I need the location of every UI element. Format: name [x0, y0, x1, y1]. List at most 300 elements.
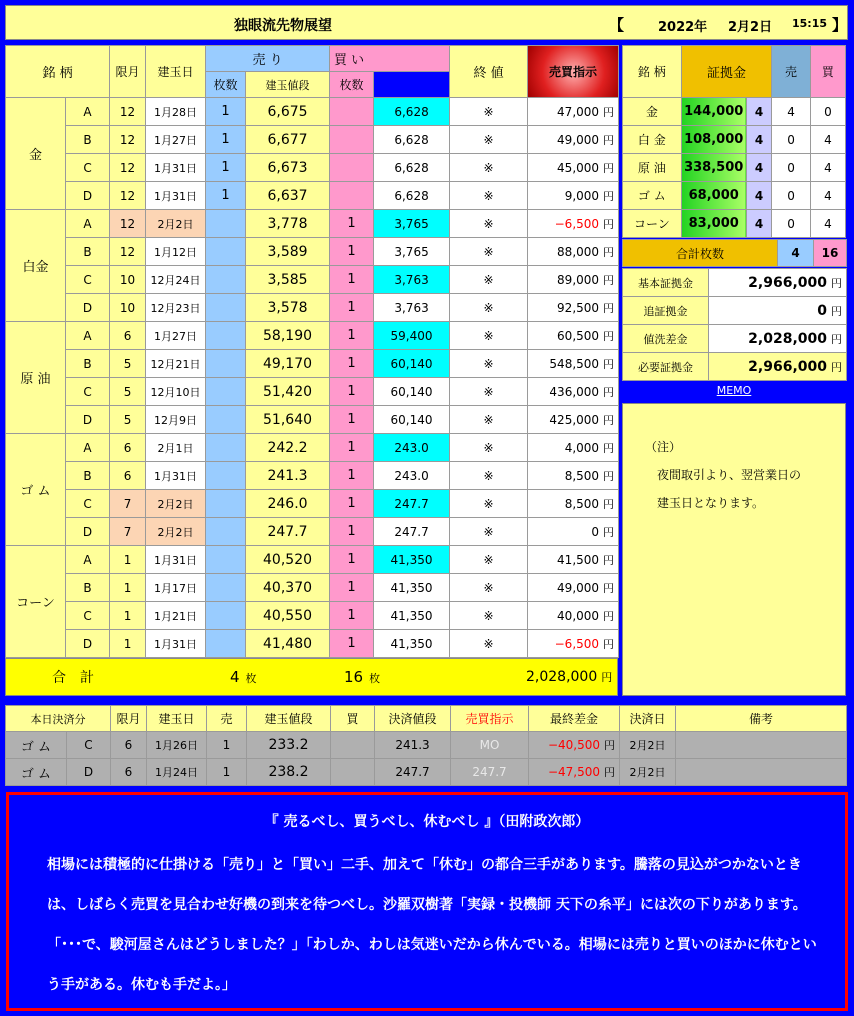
date-cell: 1月27日: [146, 126, 206, 154]
price-cell[interactable]: 51,640: [246, 406, 330, 434]
sell-count-cell[interactable]: [206, 266, 246, 294]
date-cell: 2月2日: [146, 490, 206, 518]
price-cell[interactable]: 6,673: [246, 154, 330, 182]
margin-amount-cell: 83,000: [681, 210, 746, 238]
month-cell: 1: [110, 602, 146, 630]
diff-value: 8,500: [564, 496, 600, 511]
month-cell: 1: [110, 574, 146, 602]
position-row: [6, 322, 619, 350]
settle-header-kessai: 決済値段: [375, 706, 451, 732]
instruction-cell[interactable]: ※: [450, 98, 528, 126]
date-cell: 12月9日: [146, 406, 206, 434]
buy-count-cell[interactable]: 1: [330, 238, 374, 266]
buy-count-cell[interactable]: 1: [330, 378, 374, 406]
sell-count-cell[interactable]: [206, 238, 246, 266]
buy-count-cell[interactable]: [330, 126, 374, 154]
buy-count-cell[interactable]: 1: [330, 602, 374, 630]
month-cell: 5: [110, 350, 146, 378]
close-cell: 6,628: [374, 98, 450, 126]
positions-table: [5, 45, 619, 658]
instruction-cell[interactable]: ※: [450, 378, 528, 406]
instruction-cell[interactable]: ※: [450, 574, 528, 602]
baibai-shiji-button[interactable]: 売買指示: [528, 46, 619, 98]
group-name: 原 油: [6, 322, 66, 434]
month-cell: 1: [110, 630, 146, 658]
diff-cell: [528, 434, 619, 462]
close-cell: 243.0: [374, 434, 450, 462]
position-row: [6, 378, 619, 406]
margin-total-label: 合計枚数: [623, 240, 778, 267]
price-cell[interactable]: 40,550: [246, 602, 330, 630]
buy-count-cell[interactable]: 1: [330, 406, 374, 434]
header-kai: 買 い: [330, 46, 450, 72]
grade-cell: D: [66, 406, 110, 434]
date-cell: 2月1日: [146, 434, 206, 462]
settle-header-shiji: 売買指示: [451, 706, 529, 732]
margin-count-cell: 4: [746, 126, 772, 154]
diff-yen: 円: [603, 105, 615, 119]
margin-header-kai: 買: [810, 46, 845, 98]
close-cell: 59,400: [374, 322, 450, 350]
grade-cell: C: [66, 490, 110, 518]
margin-header-uri: 売: [772, 46, 810, 98]
month-cell: 12: [110, 210, 146, 238]
memo-header: [622, 381, 846, 401]
price-cell[interactable]: 3,589: [246, 238, 330, 266]
diff-yen: 円: [603, 609, 615, 623]
diff-cell: [528, 210, 619, 238]
sell-count-cell[interactable]: [206, 630, 246, 658]
date-cell: 1月17日: [146, 574, 206, 602]
date-cell: 12月10日: [146, 378, 206, 406]
diff-value: 49,000: [557, 580, 600, 595]
diff-yen: 円: [603, 581, 615, 595]
margin-buy-cell: 4: [810, 182, 845, 210]
total-sell-value: 4: [230, 668, 240, 686]
settle-header-kai: 買: [331, 706, 375, 732]
group-name: コーン: [6, 546, 66, 658]
month-cell: 12: [110, 182, 146, 210]
memo-panel: [622, 403, 846, 696]
margin-name-cell: コーン: [623, 210, 682, 238]
summary-value-cell: [709, 353, 847, 381]
position-row: [6, 602, 619, 630]
close-cell: 6,628: [374, 126, 450, 154]
margin-buy-cell: 4: [810, 126, 845, 154]
total-bar: [5, 658, 618, 696]
settle-price: 238.2: [247, 759, 331, 786]
close-cell: 60,140: [374, 406, 450, 434]
sell-count-cell[interactable]: [206, 294, 246, 322]
date-cell: 1月31日: [146, 630, 206, 658]
sell-count-cell[interactable]: 1: [206, 154, 246, 182]
margin-summary-table: [622, 268, 847, 381]
margin-amount-cell: 68,000: [681, 182, 746, 210]
margin-buy-cell: 0: [810, 98, 845, 126]
header-sell-maisu: 枚数: [206, 72, 246, 98]
diff-cell: [528, 182, 619, 210]
instruction-cell[interactable]: ※: [450, 350, 528, 378]
settle-note: [676, 732, 847, 759]
instruction-cell[interactable]: ※: [450, 406, 528, 434]
diff-yen: 円: [603, 245, 615, 259]
position-row: [6, 182, 619, 210]
buy-count-cell[interactable]: [330, 154, 374, 182]
grade-cell: C: [66, 378, 110, 406]
buy-count-cell[interactable]: [330, 182, 374, 210]
settle-header-uri: 売: [207, 706, 247, 732]
position-row: [6, 406, 619, 434]
margin-amount-cell: 338,500: [681, 154, 746, 182]
instruction-cell[interactable]: ※: [450, 434, 528, 462]
margin-amount-cell: 108,000: [681, 126, 746, 154]
buy-count-cell[interactable]: 1: [330, 518, 374, 546]
price-cell[interactable]: 242.2: [246, 434, 330, 462]
buy-count-cell[interactable]: 1: [330, 630, 374, 658]
close-cell: 60,140: [374, 350, 450, 378]
diff-cell: [528, 294, 619, 322]
header-meigara: 銘 柄: [6, 46, 110, 98]
instruction-cell[interactable]: ※: [450, 294, 528, 322]
price-cell[interactable]: 3,778: [246, 210, 330, 238]
month-cell: 1: [110, 546, 146, 574]
price-cell[interactable]: 6,677: [246, 126, 330, 154]
grade-cell: A: [66, 210, 110, 238]
instruction-cell[interactable]: ※: [450, 462, 528, 490]
memo-link[interactable]: MEMO: [716, 384, 752, 397]
instruction-cell[interactable]: ※: [450, 126, 528, 154]
sell-count-cell[interactable]: [206, 462, 246, 490]
diff-yen: 円: [603, 301, 615, 315]
summary-label: 必要証拠金: [623, 353, 709, 381]
close-cell: 3,763: [374, 266, 450, 294]
grade-cell: B: [66, 350, 110, 378]
margin-count-cell: 4: [746, 182, 772, 210]
settle-header-biko: 備考: [676, 706, 847, 732]
close-cell: 60,140: [374, 378, 450, 406]
price-cell[interactable]: 40,520: [246, 546, 330, 574]
date-year: 2022年: [658, 20, 708, 35]
buy-count-cell[interactable]: 1: [330, 490, 374, 518]
summary-label: 追証拠金: [623, 297, 709, 325]
settle-date: 1月26日: [147, 732, 207, 759]
margin-sell-cell: 0: [772, 154, 810, 182]
settle-header-gengetsu: 限月: [111, 706, 147, 732]
sell-count-cell[interactable]: [206, 434, 246, 462]
group-name: 金: [6, 98, 66, 210]
grade-cell: B: [66, 574, 110, 602]
month-cell: 6: [110, 462, 146, 490]
diff-yen: 円: [603, 553, 615, 567]
margin-header-meigara: 銘 柄: [623, 46, 682, 98]
diff-yen: 円: [603, 469, 615, 483]
month-cell: 6: [110, 322, 146, 350]
date-cell: 1月21日: [146, 602, 206, 630]
position-row: [6, 126, 619, 154]
settle-buy: [331, 759, 375, 786]
summary-label: 値洗差金: [623, 325, 709, 353]
close-cell: 41,350: [374, 574, 450, 602]
memo-line-1: 夜間取引より、翌営業日の: [657, 468, 802, 482]
margin-count-cell: 4: [746, 210, 772, 238]
diff-cell: [528, 546, 619, 574]
sell-count-cell[interactable]: 1: [206, 98, 246, 126]
buy-count-cell[interactable]: 1: [330, 294, 374, 322]
price-cell[interactable]: 40,370: [246, 574, 330, 602]
total-sell-unit: 枚: [245, 672, 257, 685]
settle-header-saishu: 最終差金: [529, 706, 620, 732]
sell-count-cell[interactable]: 1: [206, 126, 246, 154]
date-cell: 1月31日: [146, 546, 206, 574]
diff-cell: [528, 630, 619, 658]
instruction-cell[interactable]: ※: [450, 602, 528, 630]
diff-value: 548,500: [549, 356, 600, 371]
buy-count-cell[interactable]: 1: [330, 266, 374, 294]
margin-amount-cell: 144,000: [681, 98, 746, 126]
sell-count-cell[interactable]: [206, 574, 246, 602]
summary-value: 2,966,000: [748, 274, 827, 291]
diff-yen: 円: [603, 637, 615, 651]
diff-yen: 円: [603, 413, 615, 427]
summary-value: 2,028,000: [748, 330, 827, 347]
position-row: [6, 434, 619, 462]
settle-name: ゴ ム: [6, 759, 67, 786]
diff-yen: 円: [603, 385, 615, 399]
margin-row: [623, 182, 846, 210]
page-title: 独眼流先物展望: [234, 18, 332, 34]
date-monthday: 2月2日: [728, 20, 773, 35]
instruction-cell[interactable]: ※: [450, 546, 528, 574]
grade-cell: B: [66, 462, 110, 490]
diff-value: 9,000: [564, 188, 600, 203]
diff-value: 0: [591, 524, 600, 539]
instruction-cell[interactable]: ※: [450, 238, 528, 266]
diff-yen: 円: [603, 273, 615, 287]
diff-cell: [528, 602, 619, 630]
diff-yen: 円: [603, 357, 615, 371]
summary-yen: 円: [831, 360, 842, 374]
memo-line-2: 建玉日となります。: [657, 496, 765, 510]
price-cell[interactable]: 41,480: [246, 630, 330, 658]
total-sell-count: [230, 668, 257, 686]
position-row: [6, 630, 619, 658]
instruction-cell[interactable]: ※: [450, 182, 528, 210]
price-cell[interactable]: 58,190: [246, 322, 330, 350]
month-cell: 5: [110, 406, 146, 434]
margin-total-sell: 4: [778, 240, 814, 267]
settle-sell: 1: [207, 732, 247, 759]
date-cell: 12月21日: [146, 350, 206, 378]
margin-sell-cell: 0: [772, 210, 810, 238]
margin-count-cell: 4: [746, 154, 772, 182]
sell-count-cell[interactable]: [206, 546, 246, 574]
buy-count-cell[interactable]: 1: [330, 462, 374, 490]
price-cell[interactable]: 246.0: [246, 490, 330, 518]
settle-header-tategyokubi: 建玉日: [147, 706, 207, 732]
sell-count-cell[interactable]: [206, 490, 246, 518]
buy-count-cell[interactable]: 1: [330, 350, 374, 378]
header-tategyoku-nedan: 建玉値段: [246, 72, 330, 98]
instruction-cell[interactable]: ※: [450, 518, 528, 546]
sell-count-cell[interactable]: [206, 518, 246, 546]
margin-row: [623, 210, 846, 238]
instruction-cell[interactable]: ※: [450, 630, 528, 658]
sell-count-cell[interactable]: [206, 378, 246, 406]
price-cell[interactable]: 3,585: [246, 266, 330, 294]
margin-row: [623, 98, 846, 126]
total-buy-unit: 枚: [369, 672, 381, 685]
instruction-cell[interactable]: ※: [450, 266, 528, 294]
settle-price: 233.2: [247, 732, 331, 759]
margin-row: [623, 154, 846, 182]
price-cell[interactable]: 3,578: [246, 294, 330, 322]
grade-cell: A: [66, 546, 110, 574]
settled-table: [5, 705, 847, 786]
settle-instruction: MO: [451, 732, 529, 759]
settle-close: 241.3: [375, 732, 451, 759]
close-cell: 6,628: [374, 182, 450, 210]
summary-yen: 円: [831, 304, 842, 318]
total-diff: [526, 669, 612, 685]
buy-count-cell[interactable]: 1: [330, 546, 374, 574]
sell-count-cell[interactable]: 1: [206, 182, 246, 210]
month-cell: 7: [110, 518, 146, 546]
margin-header-shokokin: 証拠金: [681, 46, 772, 98]
date-cell: 1月27日: [146, 322, 206, 350]
diff-cell: [528, 322, 619, 350]
close-cell: 247.7: [374, 518, 450, 546]
title-bar: [5, 5, 848, 40]
position-row: [6, 350, 619, 378]
price-cell[interactable]: 241.3: [246, 462, 330, 490]
price-cell[interactable]: 247.7: [246, 518, 330, 546]
close-cell: 41,350: [374, 602, 450, 630]
diff-cell: [528, 266, 619, 294]
buy-count-cell[interactable]: 1: [330, 434, 374, 462]
instruction-cell[interactable]: ※: [450, 210, 528, 238]
diff-value: 4,000: [564, 440, 600, 455]
header-gengetsu: 限月: [110, 46, 146, 98]
summary-row: [623, 297, 847, 325]
month-cell: 12: [110, 126, 146, 154]
price-cell[interactable]: 49,170: [246, 350, 330, 378]
buy-count-cell[interactable]: 1: [330, 322, 374, 350]
sell-count-cell[interactable]: [206, 322, 246, 350]
month-cell: 10: [110, 294, 146, 322]
instruction-cell[interactable]: ※: [450, 322, 528, 350]
buy-count-cell[interactable]: 1: [330, 574, 374, 602]
total-label: 合 計: [52, 670, 94, 686]
grade-cell: D: [66, 630, 110, 658]
settle-month: 6: [111, 732, 147, 759]
date-cell: 12月23日: [146, 294, 206, 322]
month-cell: 6: [110, 434, 146, 462]
position-row: [6, 154, 619, 182]
month-cell: 10: [110, 266, 146, 294]
price-cell[interactable]: 6,675: [246, 98, 330, 126]
settled-row: [6, 759, 847, 786]
margin-table: [622, 45, 846, 238]
total-buy-value: 16: [344, 668, 364, 686]
month-cell: 12: [110, 238, 146, 266]
close-cell: 247.7: [374, 490, 450, 518]
price-cell[interactable]: 51,420: [246, 378, 330, 406]
buy-count-cell[interactable]: 1: [330, 210, 374, 238]
diff-value: 89,000: [557, 272, 600, 287]
grade-cell: D: [66, 518, 110, 546]
settle-diff-cell: [529, 759, 620, 786]
diff-value: −6,500: [554, 636, 600, 651]
group-name: ゴ ム: [6, 434, 66, 546]
summary-value: 2,966,000: [748, 358, 827, 375]
margin-buy-cell: 4: [810, 154, 845, 182]
settle-buy: [331, 732, 375, 759]
month-cell: 7: [110, 490, 146, 518]
diff-cell: [528, 126, 619, 154]
grade-cell: B: [66, 126, 110, 154]
settle-date: 1月24日: [147, 759, 207, 786]
price-cell[interactable]: 6,637: [246, 182, 330, 210]
grade-cell: B: [66, 238, 110, 266]
diff-yen: 円: [603, 441, 615, 455]
close-cell: 3,763: [374, 294, 450, 322]
close-cell: 41,350: [374, 630, 450, 658]
quote-body: 相場には積極的に仕掛ける「売り」と「買い」二手、加えて「休む」の都合三手があります。騰落の見込がつかないときは、しばらく売買を見合わせ好機の到来を待つべし。沙羅双樹著「実録・投機師 天下の糸平」には次の下りがあります。「･･･で、駿河屋さんはどうしました？」「わしか、わしは気迷いだから休んでいる。相場には売りと買いのほかに休むという手がある。休むも手だよ。」: [47, 857, 817, 993]
margin-name-cell: ゴ ム: [623, 182, 682, 210]
margin-sell-cell: 4: [772, 98, 810, 126]
instruction-cell[interactable]: ※: [450, 154, 528, 182]
sell-count-cell[interactable]: [206, 406, 246, 434]
memo-note-title: （注）: [645, 440, 682, 454]
diff-value: 425,000: [549, 412, 600, 427]
diff-cell: [528, 462, 619, 490]
month-cell: 12: [110, 98, 146, 126]
sell-count-cell[interactable]: [206, 350, 246, 378]
instruction-cell[interactable]: ※: [450, 490, 528, 518]
settle-diff-cell: [529, 732, 620, 759]
margin-name-cell: 白 金: [623, 126, 682, 154]
margin-sell-cell: 0: [772, 182, 810, 210]
diff-cell: [528, 98, 619, 126]
total-buy-count: [344, 668, 380, 686]
summary-yen: 円: [831, 276, 842, 290]
buy-count-cell[interactable]: [330, 98, 374, 126]
sell-count-cell[interactable]: [206, 210, 246, 238]
date-cell: 2月2日: [146, 210, 206, 238]
position-row: [6, 266, 619, 294]
grade-cell: A: [66, 322, 110, 350]
diff-yen: 円: [603, 329, 615, 343]
settle-month: 6: [111, 759, 147, 786]
grade-cell: C: [66, 602, 110, 630]
diff-cell: [528, 238, 619, 266]
diff-cell: [528, 154, 619, 182]
diff-value: 8,500: [564, 468, 600, 483]
close-cell: 3,765: [374, 210, 450, 238]
diff-value: 49,000: [557, 132, 600, 147]
position-row: [6, 238, 619, 266]
diff-cell: [528, 350, 619, 378]
margin-total-table: [622, 239, 847, 267]
margin-total-buy: 16: [814, 240, 847, 267]
grade-cell: C: [66, 266, 110, 294]
settle-note: [676, 759, 847, 786]
settle-diff-yen: 円: [604, 739, 615, 752]
diff-value: 92,500: [557, 300, 600, 315]
sell-count-cell[interactable]: [206, 602, 246, 630]
diff-value: −6,500: [554, 216, 600, 231]
summary-row: [623, 325, 847, 353]
